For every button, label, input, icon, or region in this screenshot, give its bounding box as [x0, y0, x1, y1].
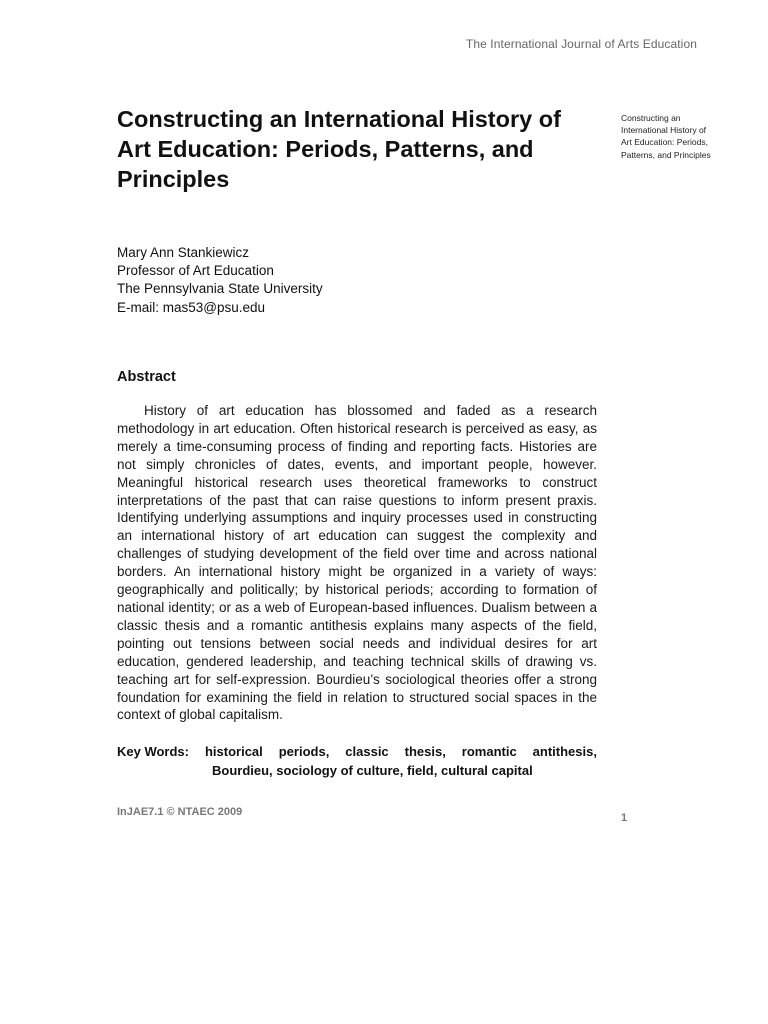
- author-name: Mary Ann Stankiewicz: [117, 245, 250, 260]
- keywords-line-1: [117, 742, 597, 761]
- keyword-word: classic: [345, 744, 389, 759]
- keywords-line-2: Bourdieu, sociology of culture, field, cultural capital: [212, 763, 533, 778]
- author-block: [117, 244, 323, 317]
- running-header-journal: The International Journal of Arts Education: [465, 37, 697, 51]
- keyword-word: thesis,: [404, 744, 446, 759]
- abstract-heading: Abstract: [117, 369, 176, 385]
- abstract-text: History of art education has blossomed and faded as a research methodology in art education. Often historical research is perceived as easy, as merely a time-consuming process of finding and reporting facts. Histories are not simply chronicles of dates, events, and important people, however. Meaningful historical research uses theoretical frameworks to construct interpretations of the past that can raise questions to inform present praxis. Identifying underlying assumptions and inquiry processes used in constructing an international history of art education can suggest the complexity and challenges of studying development of the field over time and across national borders. An international history might be organized in a variety of ways: geographically and politically; by historical periods; according to formation of national identity; or as a web of European-based influences. Dualism between a classic thesis and a romantic antithesis explains many aspects of the field, pointing out tensions between social needs and individual desires for art education, gendered leadership, and teaching technical skills of drawing vs. teaching art for self-expression. Bourdieu’s sociological theories offer a strong foundation for examining the field in relation to structured social spaces in the context of global capitalism.: [117, 403, 597, 723]
- keywords-block: [117, 742, 597, 780]
- page-number: 1: [621, 812, 628, 824]
- keyword-word: antithesis,: [532, 744, 597, 759]
- author-institution: The Pennsylvania State University: [117, 281, 323, 297]
- margin-running-title: Constructing an International History of Art Education: Periods, Patterns, and Principles: [621, 113, 711, 160]
- keyword-word: periods,: [278, 744, 330, 759]
- keyword-word: historical: [204, 744, 263, 759]
- article-title: Constructing an International History of Art Education: Periods, Patterns, and Principles: [117, 106, 561, 192]
- author-email: E-mail: mas53@psu.edu: [117, 299, 266, 315]
- footer-citation: InJAE7.1 © NTAEC 2009: [117, 806, 243, 818]
- keyword-word: romantic: [461, 744, 517, 759]
- author-position: Professor of Art Education: [117, 263, 274, 279]
- keywords-label: Key Words:: [117, 744, 189, 759]
